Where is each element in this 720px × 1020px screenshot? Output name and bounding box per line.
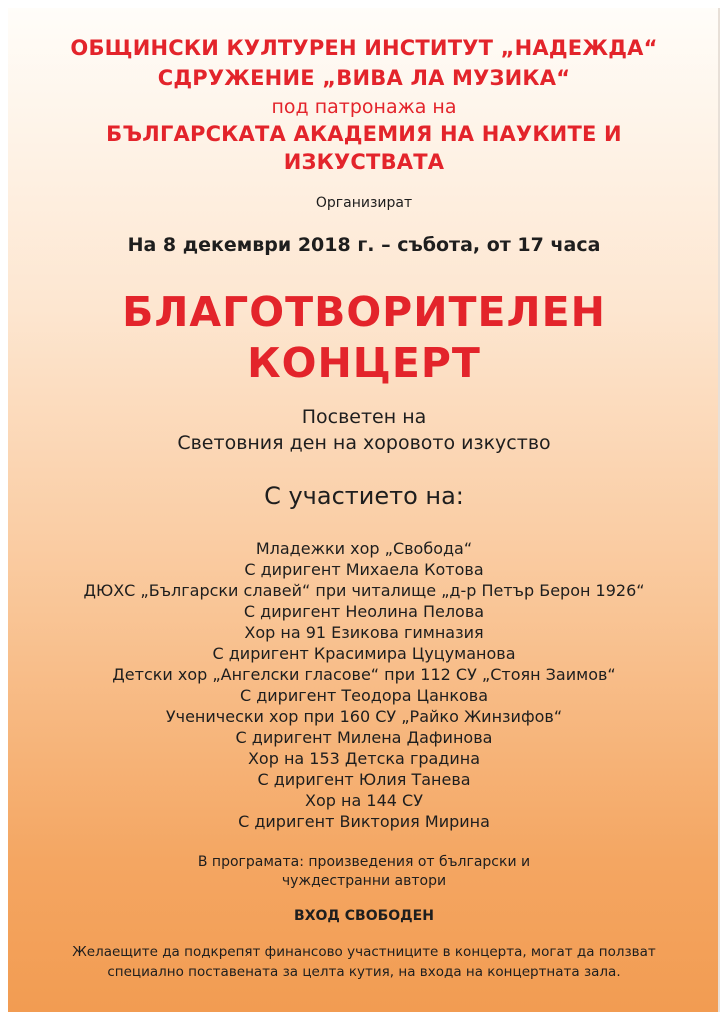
donation-line-2: специално поставената за целта кутия, на входа на концертната зала. xyxy=(107,964,621,980)
concert-poster xyxy=(8,8,720,1012)
list-item: С диригент Красимира Цуцуманова xyxy=(212,644,516,663)
list-item: Хор на 91 Езикова гимназия xyxy=(244,623,484,642)
list-item: Ученически хор при 160 СУ „Райко Жинзифов“ xyxy=(165,707,563,726)
organizer-title-1: ОБЩИНСКИ КУЛТУРЕН ИНСТИТУТ „НАДЕЖДА“ xyxy=(70,36,658,60)
organize-text: Организират xyxy=(315,195,413,211)
academy-title-1: БЪЛГАРСКАТА АКАДЕМИЯ НА НАУКИТЕ И xyxy=(106,122,622,146)
list-item: ДЮХС „Български славей“ при читалище „д-р Петър Берон 1926“ xyxy=(83,581,645,600)
event-title-2: КОНЦЕРТ xyxy=(247,339,481,387)
list-item: С диригент Михаела Котова xyxy=(244,560,484,579)
list-item: С диригент Виктория Мирина xyxy=(238,812,490,831)
list-item: Хор на 144 СУ xyxy=(305,791,423,810)
list-item: С диригент Юлия Танева xyxy=(257,770,471,789)
participants-heading: С участието на: xyxy=(264,482,464,510)
list-item: С диригент Милена Дафинова xyxy=(235,728,493,747)
academy-title-2: ИЗКУСТВАТА xyxy=(283,150,445,174)
list-item: Детски хор „Ангелски гласове“ при 112 СУ „Стоян Заимов“ xyxy=(112,665,616,684)
dedication-line-1: Посветен на xyxy=(301,406,427,428)
program-line-2: чуждестранни автори xyxy=(281,873,447,889)
organizer-title-2: СДРУЖЕНИЕ „ВИВА ЛА МУЗИКА“ xyxy=(157,66,571,90)
patronage-text: под патронажа на xyxy=(271,96,457,118)
dedication-line-2: Световния ден на хоровото изкуство xyxy=(177,432,551,454)
event-date: На 8 декември 2018 г. – събота, от 17 часа xyxy=(127,234,601,256)
list-item: Младежки хор „Свобода“ xyxy=(255,539,473,558)
list-item: С диригент Теодора Цанкова xyxy=(239,686,489,705)
free-entry-text: ВХОД СВОБОДЕН xyxy=(294,908,434,924)
list-item: Хор на 153 Детска градина xyxy=(247,749,481,768)
program-line-1: В програмата: произведения от български и xyxy=(197,854,531,870)
donation-line-1: Желаещите да подкрепят финансово участниците в концерта, могат да ползват xyxy=(72,944,656,960)
list-item: С диригент Неолина Пелова xyxy=(243,602,485,621)
event-title-1: БЛАГОТВОРИТЕЛЕН xyxy=(122,288,606,336)
